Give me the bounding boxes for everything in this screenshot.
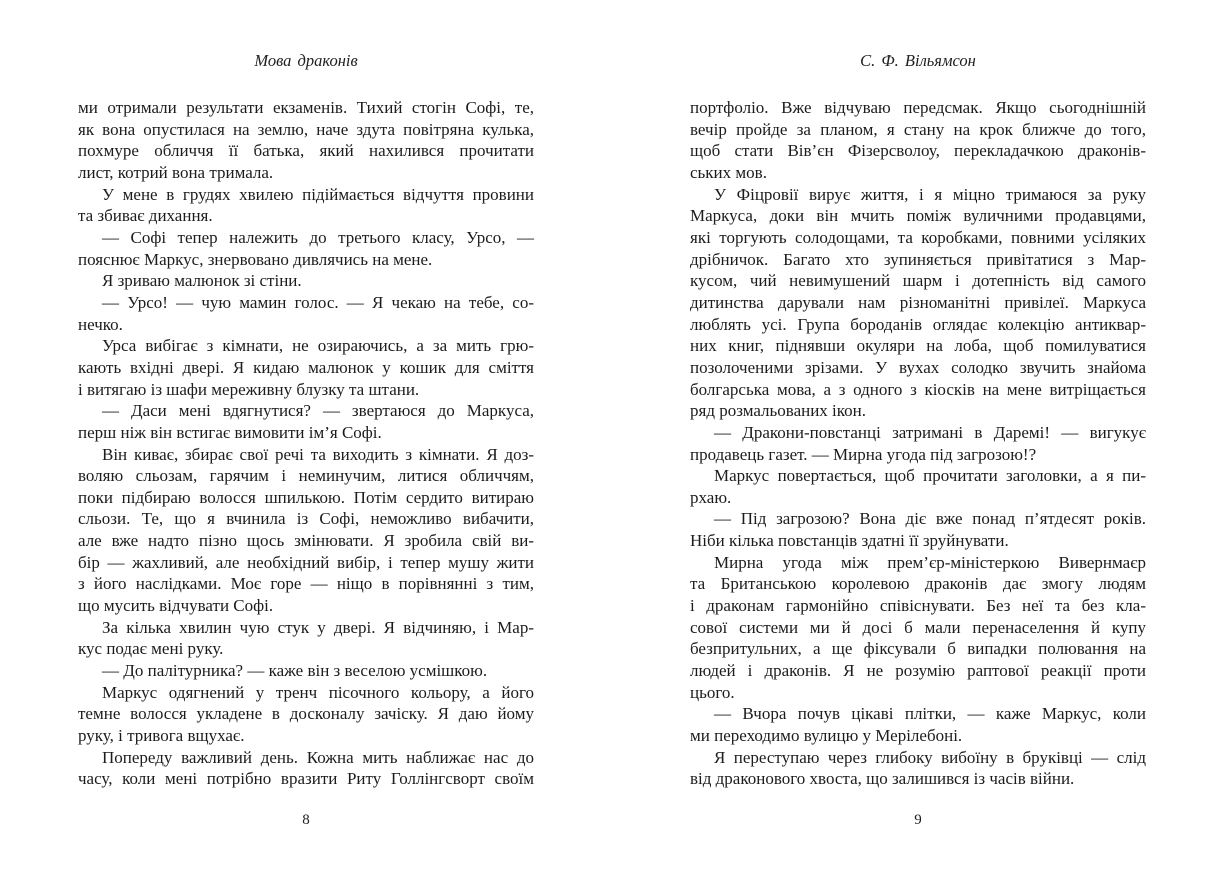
text-line: та Британською королевою драконів дає змогу людям xyxy=(690,574,1146,594)
text-line: сльози. Те, що я вчинила із Софі, неможливо вибачити, xyxy=(78,509,534,529)
text-line: безпритульних, а ще фіксували б випадки полювання на xyxy=(690,639,1146,659)
text-line: — Вчора почув цікаві плітки, — каже Маркус, коли xyxy=(714,704,1146,724)
text-line: перш ніж він встигає вимовити ім’я Софі. xyxy=(78,422,382,442)
text-line: кають вхідні двері. Я кидаю малюнок у кошик для сміття xyxy=(78,357,534,377)
text-line: У Фіцровії вирує життя, і я міцно тримаюся за руку xyxy=(714,184,1146,204)
text-line: цього. xyxy=(690,682,735,702)
page-left xyxy=(78,0,534,883)
text-line: сової системи ми й досі б мали перенаселення й купу xyxy=(690,617,1146,637)
page-text-right xyxy=(690,97,1146,790)
text-line: воляю сльозам, гарячим і неминучим, литися обличчям, xyxy=(78,466,534,486)
text-line: Він киває, збирає свої речі та виходить з кімнати. Я доз- xyxy=(102,444,534,464)
text-line: Я зриваю малюнок зі стіни. xyxy=(102,271,302,291)
text-line: — Дракони-повстанці затримані в Даремі! — вигукує xyxy=(714,422,1146,442)
text-line: та збиває дихання. xyxy=(78,206,213,226)
text-line: рхаю. xyxy=(690,487,732,507)
text-line: У мене в грудях хвилею підіймається відчуття провини xyxy=(102,184,534,204)
text-line: портфоліо. Вже відчуваю передсмак. Якщо сьогоднішній xyxy=(690,98,1146,117)
text-line: похмуре обличчя її батька, який нахилився прочитати xyxy=(78,141,534,161)
page-number-left: 8 xyxy=(302,812,310,828)
text-line: темне волосся укладене в досконалу зачіску. Я даю йому xyxy=(78,704,534,724)
text-line: Маркуса, доки він мчить поміж вуличними продавцями, xyxy=(690,206,1146,226)
text-line: — Урсо! — чую мамин голос. — Я чекаю на тебе, со- xyxy=(102,292,534,312)
text-line: — Під загрозою? Вона діє вже понад п’ятдесят років. xyxy=(714,509,1146,529)
text-line: болгарська мова, а з одного з кіосків на мене витріщається xyxy=(690,379,1146,399)
text-line: і витягаю із шафи мереживну блузку та штани. xyxy=(78,379,420,399)
text-line: ми переходимо вулицю у Мерілебоні. xyxy=(690,726,963,746)
text-line: них книг, піднявши окуляри на лоба, щоб помилуватися xyxy=(690,336,1146,356)
text-line: позолоченими зрізами. У вухах солодко звучить знайома xyxy=(690,357,1146,377)
text-line: Попереду важливий день. Кожна мить наближає нас до xyxy=(102,747,534,767)
text-line: що мусить відчувати Софі. xyxy=(78,596,274,616)
text-line: Маркус повертається, щоб прочитати заголовки, а я пи- xyxy=(714,466,1146,486)
text-line: — До палітурника? — каже він з веселою усмішкою. xyxy=(102,661,488,681)
text-line: Ніби кілька повстанців здатні її зруйнувати. xyxy=(690,531,1009,551)
text-line: з його наслідками. Моє горе — ніщо в порівнянні з тим, xyxy=(78,574,534,594)
text-line: — Даси мені вдягнутися? — звертаюся до Маркуса, xyxy=(102,401,534,421)
text-line: ських мов. xyxy=(690,162,767,182)
text-line: людей і драконів. Я не розумію раптової реакції проти xyxy=(690,661,1146,681)
text-line: кусом, чий невимушений шарм і дотепність від самого xyxy=(690,271,1146,291)
text-line: кус подає мені руку. xyxy=(78,639,224,659)
text-line: Я переступаю через глибоку вибоїну в бруківці — слід xyxy=(714,747,1146,767)
running-header-left: Мова драконів xyxy=(254,51,358,70)
page-text-left xyxy=(78,97,534,790)
text-line: ми отримали результати екзаменів. Тихий стогін Софі, те, xyxy=(78,98,534,117)
text-line: Мирна угода між прем’єр-міністеркою Вивернмаєр xyxy=(714,552,1146,572)
text-line: поки підбираю волосся шпилькою. Потім сердито витираю xyxy=(78,487,534,507)
text-line: лист, котрий вона тримала. xyxy=(78,162,274,182)
page-number-right: 9 xyxy=(914,812,922,828)
text-line: дитинства дарували нам різноманітні привілеї. Маркуса xyxy=(690,292,1146,312)
text-line: люблять усі. Група бороданів оглядає колекцію антиквар- xyxy=(690,314,1146,334)
text-line: ряд розмальованих ікон. xyxy=(690,401,867,421)
text-line: пояснює Маркус, знервовано дивлячись на мене. xyxy=(78,249,433,269)
text-line: За кілька хвилин чую стук у двері. Я відчиняю, і Мар- xyxy=(102,617,534,637)
text-line: часу, коли мені потрібно вразити Риту Голлінгсворт своїм xyxy=(78,769,534,789)
text-line: які торгують солодощами, та коробками, повними усіляких xyxy=(690,227,1146,247)
text-line: — Софі тепер належить до третього класу, Урсо, — xyxy=(102,227,534,247)
text-line: бір — жахливий, але необхідний вибір, і тепер мушу жити xyxy=(78,552,534,572)
text-line: Урса вибігає з кімнати, не озираючись, а за мить грю- xyxy=(102,336,534,356)
text-line: вечір пройде за планом, я стану на крок ближче до того, xyxy=(690,119,1146,139)
text-line: але вже надто пізно щось змінювати. Я зробила свій ви- xyxy=(78,531,534,551)
text-line: і драконам гармонійно співіснувати. Без неї та без кла- xyxy=(690,596,1146,616)
text-line: як вона опустилася на землю, наче здута повітряна кулька, xyxy=(78,119,534,139)
text-line: щоб стати Вів’єн Фізерсволоу, перекладачкою драконів- xyxy=(690,141,1146,161)
text-line: Маркус одягнений у тренч пісочного кольору, а його xyxy=(102,682,534,702)
text-line: продавець газет. — Мирна угода під загрозою!? xyxy=(690,444,1037,464)
text-line: нечко. xyxy=(78,314,123,334)
running-header-right: С. Ф. Вільямсон xyxy=(860,51,976,70)
text-line: руку, і тривога вщухає. xyxy=(78,726,245,746)
text-line: від драконового хвоста, що залишився із часів війни. xyxy=(690,769,1075,789)
text-line: дрібничок. Багато хто зупиняється привітатися з Мар- xyxy=(690,249,1146,269)
page-right xyxy=(690,0,1146,883)
